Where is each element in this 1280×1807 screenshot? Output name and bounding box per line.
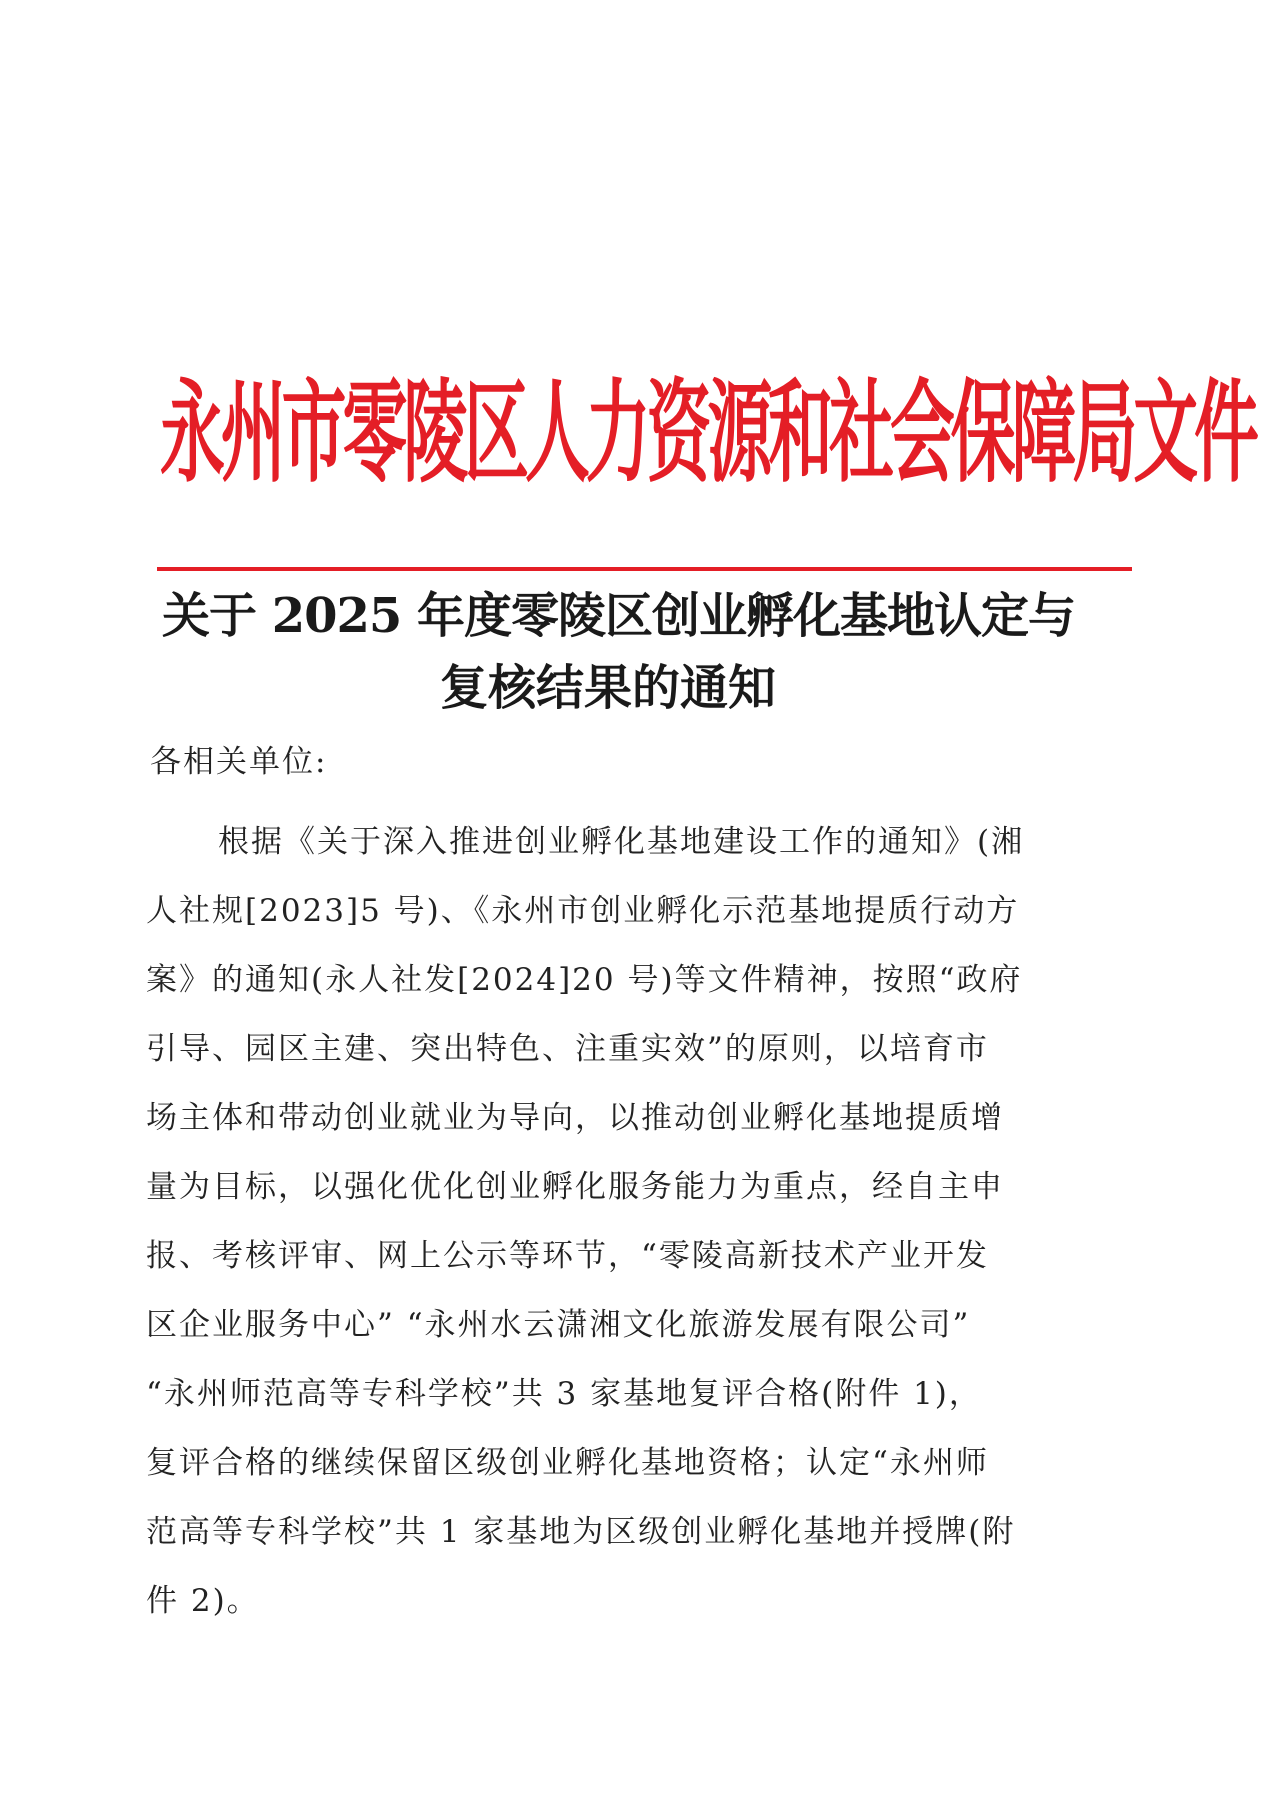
notice-title-line-1: 关于 2025 年度零陵区创业孵化基地认定与 (162, 588, 1076, 644)
body-paragraph (146, 808, 1066, 1636)
body-line: 案》的通知(永人社发[2024]20 号)等文件精神，按照“政府 (146, 962, 1023, 998)
red-divider-line (157, 567, 1132, 571)
body-line: “永州师范高等专科学校”共 3 家基地复评合格(附件 1)， (146, 1376, 982, 1412)
body-line: 场主体和带动创业就业为导向，以推动创业孵化基地提质增 (146, 1100, 1004, 1136)
salutation: 各相关单位: (150, 744, 328, 780)
body-line: 量为目标，以强化优化创业孵化服务能力为重点，经自主申 (146, 1169, 1004, 1205)
body-line: 区企业服务中心” “永州水云潇湘文化旅游发展有限公司” (146, 1307, 971, 1343)
body-line: 根据《关于深入推进创业孵化基地建设工作的通知》(湘 (218, 824, 1025, 860)
body-line: 件 2)。 (146, 1583, 260, 1619)
body-line: 人社规[2023]5 号)、《永州市创业孵化示范基地提质行动方 (146, 893, 1020, 929)
issuer-title: 永州市零陵区人力资源和社会保障局文件 (160, 368, 1255, 498)
body-line: 引导、园区主建、突出特色、注重实效”的原则，以培育市 (146, 1031, 989, 1067)
notice-title-line-2: 复核结果的通知 (440, 660, 777, 716)
body-line: 报、考核评审、网上公示等环节，“零陵高新技术产业开发 (146, 1238, 989, 1274)
issuer-header (160, 368, 1255, 498)
body-line: 范高等专科学校”共 1 家基地为区级创业孵化基地并授牌(附 (146, 1514, 1016, 1550)
body-line: 复评合格的继续保留区级创业孵化基地资格；认定“永州师 (146, 1445, 989, 1481)
notice-title (150, 580, 1130, 724)
